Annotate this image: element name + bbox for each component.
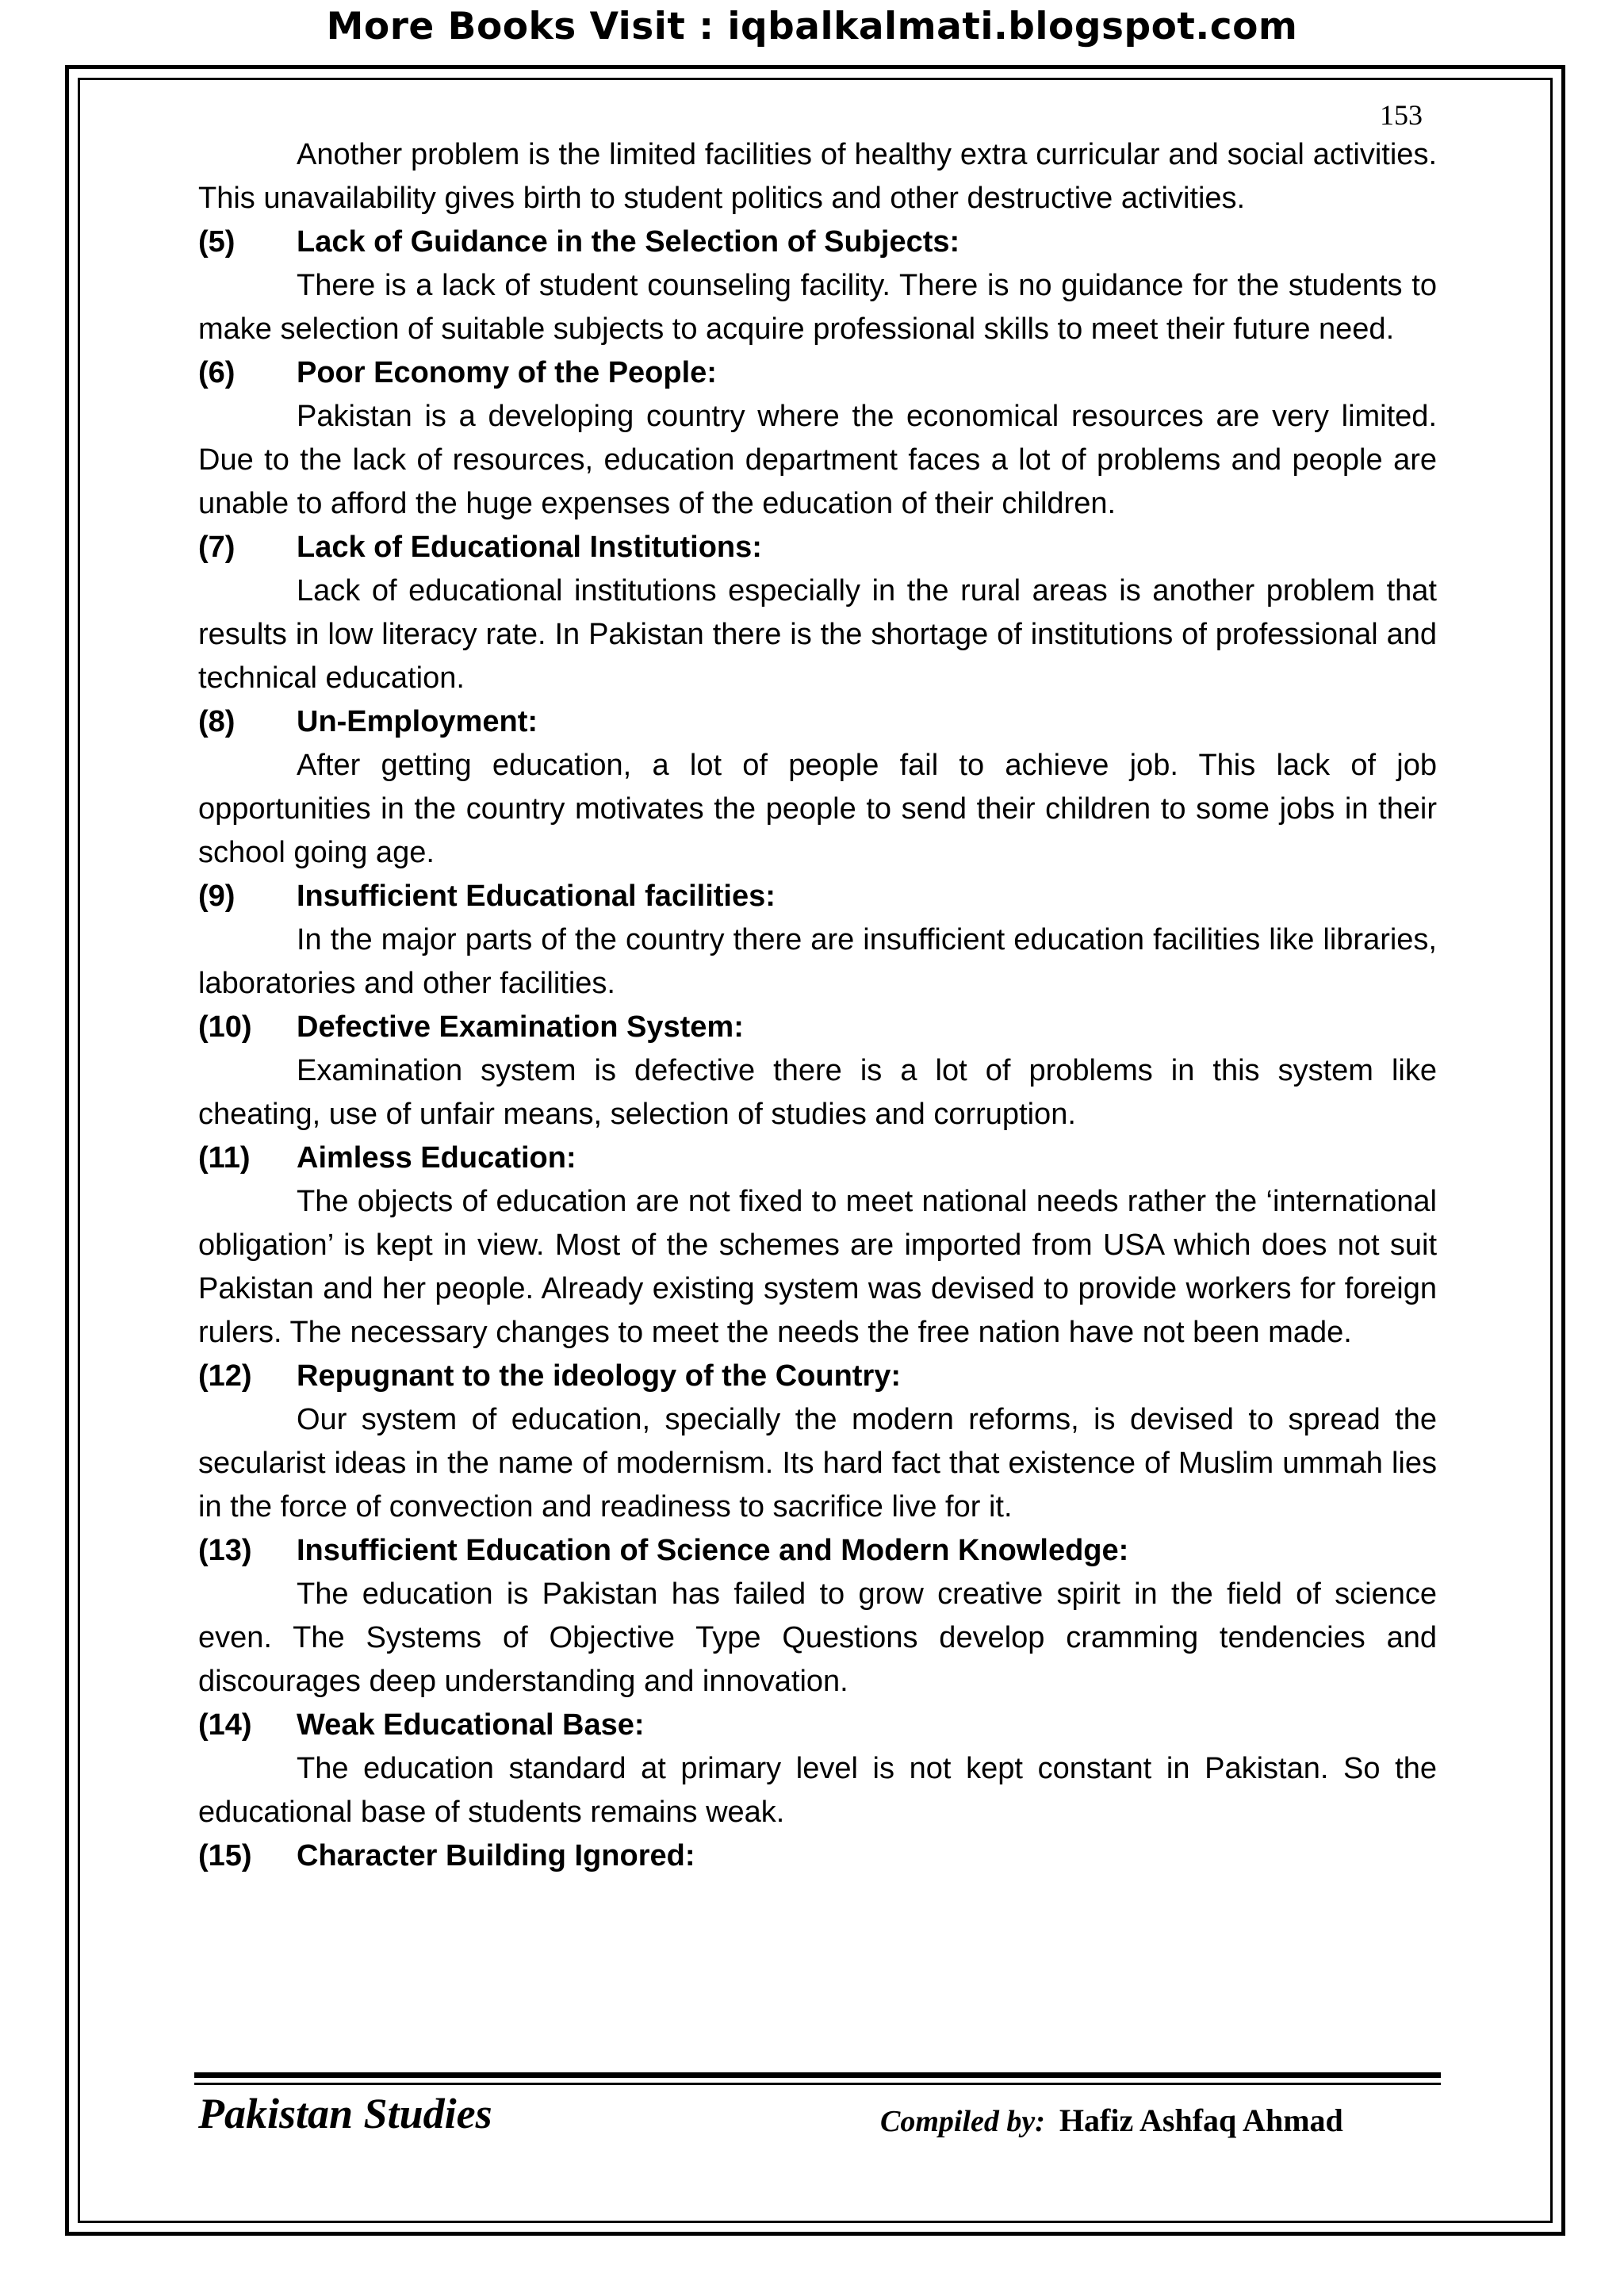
section-8	[198, 700, 1437, 875]
section-heading	[198, 1834, 1437, 1878]
section-number: (13)	[198, 1534, 252, 1567]
footer-rule	[194, 2072, 1441, 2078]
section-number: (12)	[198, 1359, 252, 1393]
section-body: Examination system is defective there is a lot of problems in this system like cheating, use of unfair means, selection of studies and corruption.	[198, 1054, 1437, 1131]
intro-paragraph: Another problem is the limited facilities of healthy extra curricular and social activities. This unavailability gives birth to student politics and other destructive activities.	[198, 138, 1437, 215]
section-title: Un-Employment:	[297, 705, 538, 738]
section-body: Pakistan is a developing country where the economical resources are very limited. Due to the lack of resources, education department faces a lot of problems and people are unable to afford the huge expenses of the education of their children.	[198, 400, 1437, 520]
section-number: (8)	[198, 705, 236, 738]
section-body: The education is Pakistan has failed to grow creative spirit in the field of science even. The Systems of Objective Type Questions develop cramming tendencies and discourages deep understanding and innovation.	[198, 1577, 1437, 1698]
section-body: The objects of education are not fixed to meet national needs rather the ‘international obligation’ is kept in view. Most of the schemes are imported from USA which does not suit Pakistan and her people. Already existing system was devised to provide workers for foreign rulers. The necessary changes to meet the needs the free nation have not been made.	[198, 1185, 1437, 1349]
section-heading	[198, 351, 1437, 395]
section-title: Insufficient Education of Science and Modern Knowledge:	[297, 1534, 1129, 1567]
section-number: (7)	[198, 531, 236, 564]
compiled-by-label: Compiled by:	[880, 2105, 1045, 2138]
section-14	[198, 1704, 1437, 1834]
section-title: Character Building Ignored:	[297, 1839, 695, 1872]
section-15	[198, 1834, 1437, 1878]
section-heading	[198, 875, 1437, 918]
section-title: Defective Examination System:	[297, 1010, 744, 1044]
section-body: Our system of education, specially the modern reforms, is devised to spread the secularist ideas in the name of modernism. Its hard fact that existence of Muslim ummah lies in the force of convection and readiness to sacrifice live for it.	[198, 1403, 1437, 1524]
section-body: There is a lack of student counseling facility. There is no guidance for the students to make selection of suitable subjects to acquire professional skills to meet their future need.	[198, 269, 1437, 346]
section-body: Lack of educational institutions especially in the rural areas is another problem that results in low literacy rate. In Pakistan there is the shortage of institutions of professional and technical education.	[198, 574, 1437, 695]
page-number: 153	[1380, 99, 1423, 131]
section-number: (14)	[198, 1708, 252, 1742]
section-number: (10)	[198, 1010, 252, 1044]
section-9	[198, 875, 1437, 1006]
section-body: The education standard at primary level is not kept constant in Pakistan. So the educational base of students remains weak.	[198, 1752, 1437, 1829]
section-heading	[198, 1529, 1437, 1573]
section-heading	[198, 1006, 1437, 1049]
section-7	[198, 526, 1437, 700]
section-12	[198, 1355, 1437, 1529]
section-title: Aimless Education:	[297, 1141, 576, 1175]
section-heading	[198, 700, 1437, 744]
compiler-credit	[880, 2102, 1343, 2139]
section-heading	[198, 1137, 1437, 1180]
section-number: (15)	[198, 1839, 252, 1872]
footer-rule-thin	[194, 2083, 1441, 2085]
section-title: Insufficient Educational facilities:	[297, 880, 776, 913]
section-10	[198, 1006, 1437, 1137]
section-title: Weak Educational Base:	[297, 1708, 645, 1742]
section-title: Lack of Guidance in the Selection of Subjects:	[297, 225, 960, 259]
section-number: (9)	[198, 880, 236, 913]
section-body: After getting education, a lot of people fail to achieve job. This lack of job opportunities in the country motivates the people to send their children to some jobs in their school going age.	[198, 749, 1437, 869]
section-heading	[198, 220, 1437, 264]
section-heading	[198, 1704, 1437, 1747]
section-heading	[198, 526, 1437, 569]
section-11	[198, 1137, 1437, 1355]
section-title: Lack of Educational Institutions:	[297, 531, 762, 564]
section-title: Poor Economy of the People:	[297, 356, 717, 389]
section-body: In the major parts of the country there are insufficient education facilities like libraries, laboratories and other facilities.	[198, 923, 1437, 1000]
section-13	[198, 1529, 1437, 1704]
section-number: (6)	[198, 356, 236, 389]
author-name: Hafiz Ashfaq Ahmad	[1059, 2102, 1343, 2138]
section-number: (11)	[198, 1141, 251, 1175]
section-title: Repugnant to the ideology of the Country:	[297, 1359, 902, 1393]
section-6	[198, 351, 1437, 526]
site-banner: More Books Visit : iqbalkalmati.blogspot.com	[326, 5, 1298, 48]
section-5	[198, 220, 1437, 351]
section-heading	[198, 1355, 1437, 1398]
section-number: (5)	[198, 225, 236, 259]
book-title: Pakistan Studies	[198, 2090, 492, 2137]
page-content	[198, 133, 1437, 1878]
